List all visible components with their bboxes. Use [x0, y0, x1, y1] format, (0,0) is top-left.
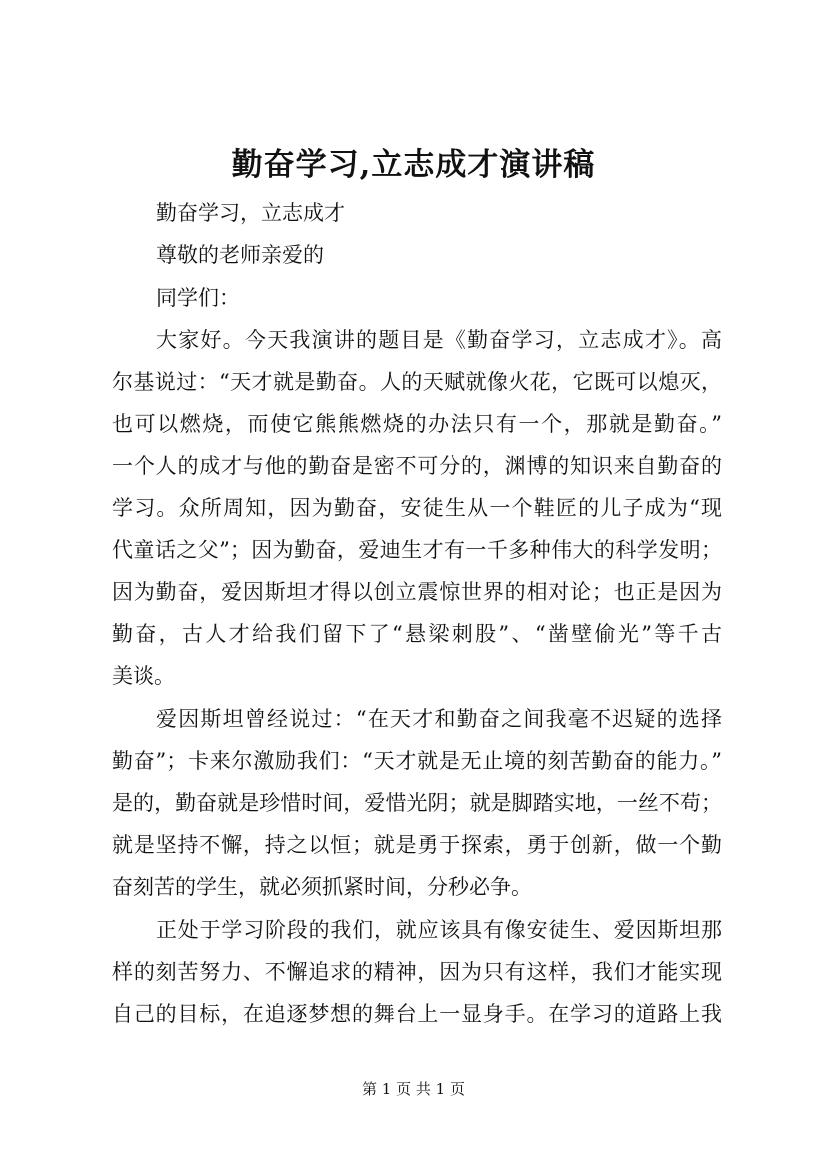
document-title: 勤奋学习,立志成才演讲稿	[231, 147, 596, 183]
paragraph-first-line: 爱因斯坦曾经说过：“在天才和勤奋之间我毫不迟疑的选择	[156, 707, 722, 731]
text-line: 就是坚持不懈，持之以恒；就是勇于探索，勇于创新，做一个勤	[112, 833, 722, 857]
text-line: 是的，勤奋就是珍惜时间，爱惜光阴；就是脚踏实地，一丝不苟；	[112, 791, 722, 815]
paragraph-first-line: 正处于学习阶段的我们，就应该具有像安徒生、爱因斯坦那	[156, 918, 722, 942]
text-line: 样的刻苦努力、不懈追求的精神，因为只有这样，我们才能实现	[112, 960, 722, 984]
text-line: 一个人的成才与他的勤奋是密不可分的，渊博的知识来自勤奋的	[112, 454, 722, 478]
text-line: 学习。众所周知，因为勤奋，安徒生从一个鞋匠的儿子成为“现	[112, 496, 722, 520]
text-line: 美谈。	[112, 664, 175, 688]
text-line: 尊敬的老师亲爱的	[156, 243, 324, 267]
text-line: 尔基说过：“天才就是勤奋。人的天赋就像火花，它既可以熄灭，	[112, 370, 722, 394]
text-line: 也可以燃烧，而使它熊熊燃烧的办法只有一个，那就是勤奋。”	[112, 412, 722, 436]
text-line: 同学们：	[156, 286, 240, 310]
text-line: 自己的目标，在追逐梦想的舞台上一显身手。在学习的道路上我	[112, 1002, 722, 1026]
text-line: 因为勤奋，爱因斯坦才得以创立震惊世界的相对论；也正是因为	[112, 580, 722, 604]
page-footer: 第 1 页 共 1 页	[362, 1080, 465, 1098]
text-line: 勤奋，古人才给我们留下了“悬梁刺股”、“凿壁偷光”等千古	[112, 622, 722, 646]
text-line: 勤奋”；卡来尔激励我们：“天才就是无止境的刻苦勤奋的能力。”	[112, 749, 722, 773]
text-line: 勤奋学习，立志成才	[156, 201, 345, 225]
text-line: 代童话之父”；因为勤奋，爱迪生才有一千多种伟大的科学发明；	[112, 538, 722, 562]
paragraph-first-line: 大家好。今天我演讲的题目是《勤奋学习，立志成才》。高	[156, 328, 722, 352]
text-line: 奋刻苦的学生，就必须抓紧时间，分秒必争。	[112, 875, 532, 899]
